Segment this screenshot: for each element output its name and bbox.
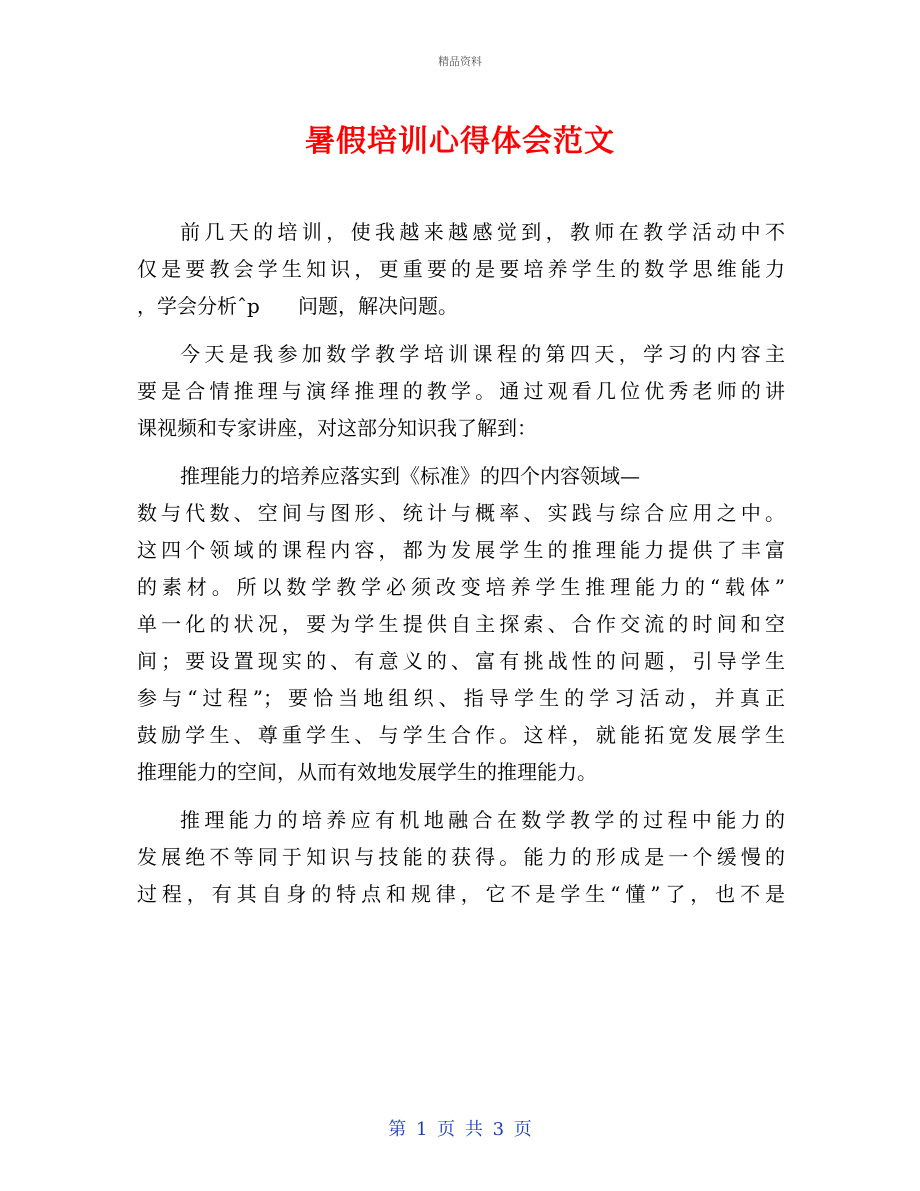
paragraph-3-line-5: 单一化的状况，要为学生提供自主探索、合作交流的时间和空 bbox=[137, 612, 785, 636]
paragraph-1-line-1: 前几天的培训，使我越来越感觉到，教师在教学活动中不 bbox=[180, 220, 785, 244]
paragraph-3-line-9: 推理能力的空间，从而有效地发展学生的推理能力。 bbox=[137, 760, 597, 784]
paragraph-2-line-3: 课视频和专家讲座，对这部分知识我了解到： bbox=[137, 416, 537, 440]
document-title: 暑假培训心得体会范文 bbox=[305, 124, 615, 159]
paragraph-3-line-4: 的素材。所以数学教学必须改变培养学生推理能力的“载体” bbox=[137, 575, 785, 599]
page-number-footer: 第 1 页 共 3 页 bbox=[388, 1119, 532, 1140]
paragraph-4-line-3: 过程，有其自身的特点和规律，它不是学生“懂”了，也不是 bbox=[137, 882, 785, 906]
paragraph-2-line-1: 今天是我参加数学教学培训课程的第四天，学习的内容主 bbox=[180, 342, 785, 366]
paragraph-3-line-1: 推理能力的培养应落实到《标准》的四个内容领域— bbox=[180, 464, 640, 488]
paragraph-3-line-2: 数与代数、空间与图形、统计与概率、实践与综合应用之中。 bbox=[137, 501, 785, 525]
paragraph-4-line-2: 发展绝不等同于知识与技能的获得。能力的形成是一个缓慢的 bbox=[137, 845, 785, 869]
paragraph-gap bbox=[137, 791, 785, 802]
paragraph-2-line-2: 要是合情推理与演绎推理的教学。通过观看几位优秀老师的讲 bbox=[137, 379, 785, 403]
paragraph-3-line-8: 鼓励学生、尊重学生、与学生合作。这样，就能拓宽发展学生 bbox=[137, 723, 785, 747]
document-body bbox=[137, 214, 785, 913]
paragraph-3-line-3: 这四个领域的课程内容，都为发展学生的推理能力提供了丰富 bbox=[137, 538, 785, 562]
paragraph-3-line-7: 参与“过程”；要恰当地组织、指导学生的学习活动，并真正 bbox=[137, 686, 785, 710]
paragraph-gap bbox=[137, 325, 785, 336]
paragraph-1-line-2: 仅是要教会学生知识，更重要的是要培养学生的数学思维能力 bbox=[137, 257, 785, 281]
header-note: 精品资料 bbox=[438, 55, 482, 68]
paragraph-1-line-3: ，学会分析ˆp 问题，解决问题。 bbox=[137, 294, 458, 318]
paragraph-gap bbox=[137, 447, 785, 458]
paragraph-4-line-1: 推理能力的培养应有机地融合在数学教学的过程中能力的 bbox=[180, 808, 785, 832]
paragraph-3-line-6: 间；要设置现实的、有意义的、富有挑战性的问题，引导学生 bbox=[137, 649, 785, 673]
